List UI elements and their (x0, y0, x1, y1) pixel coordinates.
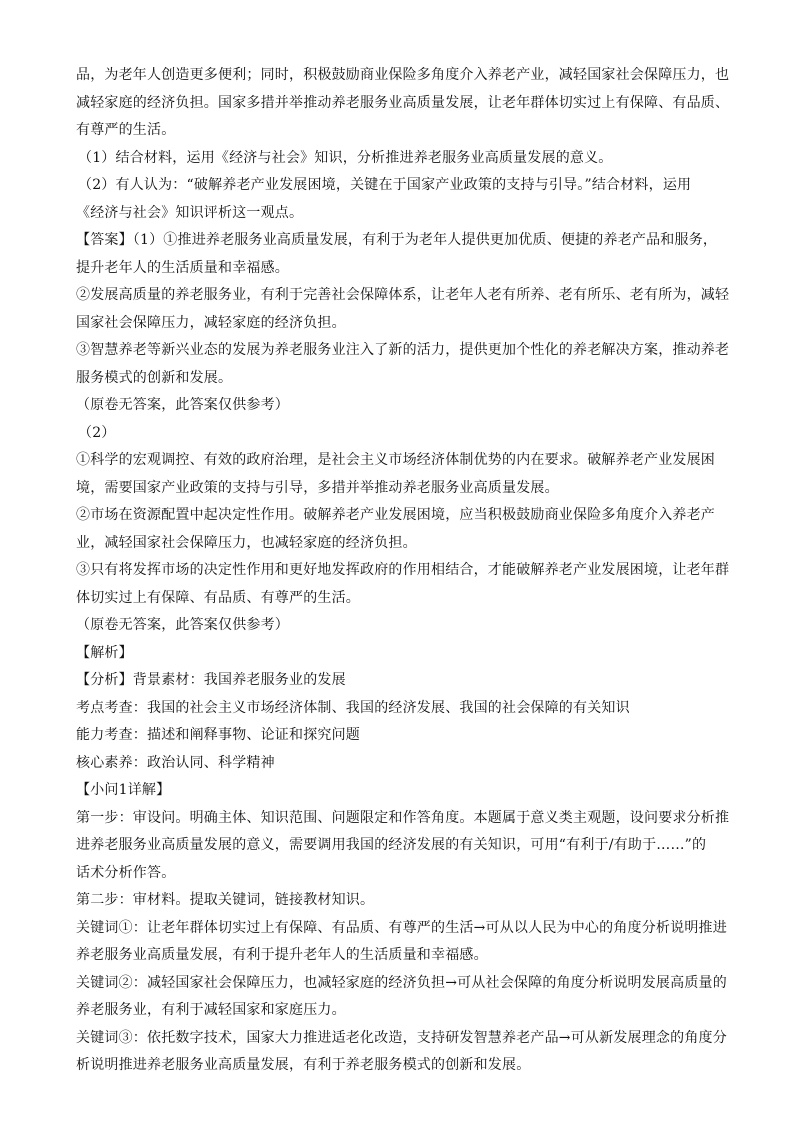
text-line: 养老服务业高质量发展，有利于提升老年人的生活质量和幸福感。 (76, 947, 488, 963)
text-line: 品，为老年人创造更多便利；同时，积极鼓励商业保险多角度介入养老产业，减轻国家社会保障压力，也 (76, 67, 730, 83)
text-line: 考点考查：我国的社会主义市场经济体制、我国的经济发展、我国的社会保障的有关知识 (76, 699, 630, 716)
analysis-heading: 【解析】 (76, 644, 133, 661)
text-line: 第一步：审设问。明确主体、知识范围、问题限定和作答角度。本题属于意义类主观题，设问要求分析推 (76, 809, 730, 826)
text-line: ①科学的宏观调控、有效的政府治理，是社会主义市场经济体制优势的内在要求。破解养老产业发展困 (76, 452, 715, 468)
text-line: 有尊严的生活。 (76, 122, 176, 138)
text-line: 服务模式的创新和发展。 (76, 369, 233, 386)
text-line: 《经济与社会》知识评析这一观点。 (76, 204, 304, 221)
text-line: 析说明推进养老服务业高质量发展，有利于养老服务模式的创新和发展。 (76, 1057, 531, 1073)
text-line: 核心素养：政治认同、科学精神 (76, 754, 275, 771)
text-line: 减轻家庭的经济负担。国家多措并举推动养老服务业高质量发展，让老年群体切实过上有保障、有品质、 (76, 94, 730, 111)
answer-2-heading: （2） (78, 424, 116, 441)
text-line: 养老服务业，有利于减轻国家和家庭压力。 (76, 1002, 346, 1018)
text-line: ②发展高质量的养老服务业，有利于完善社会保障体系，让老年人老有所养、老有所乐、老有所为，减轻 (76, 287, 730, 303)
text-line: 关键词②：减轻国家社会保障压力，也减轻家庭的经济负担→可从社会保障的角度分析说明发展高质量的 (76, 974, 727, 991)
text-line: 提升老年人的生活质量和幸福感。 (76, 259, 289, 276)
text-line: 能力考查：描述和阐释事物、论证和探究问题 (76, 727, 360, 743)
text-line: 境，需要国家产业政策的支持与引导，多措并举推动养老服务业高质量发展。 (76, 479, 559, 496)
text-line: ②市场在资源配置中起决定性作用。破解养老产业发展困境，应当积极鼓励商业保险多角度介入养老产 (76, 507, 715, 523)
text-line: 第二步：审材料。提取关键词，链接教材知识。 (76, 892, 375, 908)
answer-heading: 【答案】（1）①推进养老服务业高质量发展，有利于为老年人提供更加优质、便捷的养老产品和服务， (76, 232, 718, 248)
question-2: （2）有人认为：“破解养老产业发展困境，关键在于国家产业政策的支持与引导。”结合材料，运用 (78, 177, 692, 193)
text-line: 进养老服务业高质量发展的意义，需要调用我国的经济发展的有关知识，可用“有利于/有助于……”的 (76, 837, 707, 853)
question-1: （1）结合材料，运用《经济与社会》知识，分析推进养老服务业高质量发展的意义。 (78, 149, 613, 166)
text-line: 国家社会保障压力，减轻家庭的经济负担。 (76, 314, 346, 331)
reference-note: （原卷无答案，此答案仅供参考） (76, 397, 289, 413)
reference-note: （原卷无答案，此答案仅供参考） (76, 617, 289, 633)
text-line: 关键词③：依托数字技术，国家大力推进适老化改造，支持研发智慧养老产品→可从新发展理念的角度分 (76, 1029, 727, 1046)
subquestion-heading: 【小问1详解】 (76, 782, 171, 798)
document-page (76, 62, 736, 1080)
text-line: 业，减轻国家社会保障压力，也减轻家庭的经济负担。 (76, 534, 417, 551)
text-line: 【分析】背景素材：我国养老服务业的发展 (76, 672, 346, 688)
text-line: ③智慧养老等新兴业态的发展为养老服务业注入了新的活力，提供更加个性化的养老解决方案，推动养老 (76, 342, 730, 358)
text-line: 关键词①：让老年群体切实过上有保障、有品质、有尊严的生活→可从以人民为中心的角度分析说明推进 (76, 919, 727, 936)
text-line: 话术分析作答。 (76, 864, 176, 881)
text-line: 体切实过上有保障、有品质、有尊严的生活。 (76, 589, 360, 606)
text-line: ③只有将发挥市场的决定性作用和更好地发挥政府的作用相结合，才能破解养老产业发展困境，让老年群 (76, 562, 730, 578)
